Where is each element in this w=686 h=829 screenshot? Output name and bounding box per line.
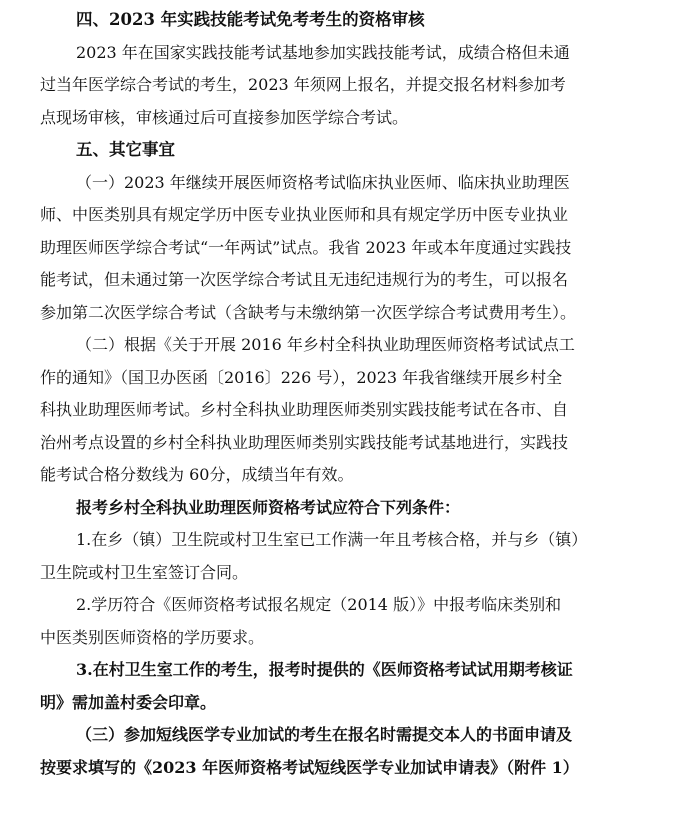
condition-item-1: 1.在乡（镇）卫生院或村卫生室已工作满一年且考核合格，并与乡（镇） (76, 530, 588, 549)
section4-line: 点现场审核，审核通过后可直接参加医学综合考试。 (40, 107, 409, 127)
condition-item-2: 中医类别医师资格的学历要求。 (40, 627, 265, 647)
para1-line: 能考试，但未通过第一次医学综合考试且无违纪违规行为的考生，可以报名 (40, 270, 569, 289)
para1-line: （一）2023 年继续开展医师资格考试临床执业医师、临床执业助理医 (76, 172, 570, 192)
section4-line: 2023 年在国家实践技能考试基地参加实践技能考试，成绩合格但未通 (76, 42, 570, 62)
para3-line: （三）参加短线医学专业加试的考生在报名时需提交本人的书面申请及 (76, 725, 573, 744)
conditions-intro: 报考乡村全科执业助理医师资格考试应符合下列条件： (76, 497, 461, 517)
para2-line: 治州考点设置的乡村全科执业助理医师类别实践技能考试基地进行，实践技 (40, 432, 569, 452)
section4-line: 过当年医学综合考试的考生，2023 年须网上报名，并提交报名材料参加考 (40, 75, 566, 94)
para1-line: 参加第二次医学综合考试（含缺考与未缴纳第一次医学综合考试费用考生）。 (40, 302, 577, 322)
para2-line: 科执业助理医师考试。乡村全科执业助理医师类别实践技能考试在各市、自 (40, 400, 569, 419)
para2-line: （二）根据《关于开展 2016 年乡村全科执业助理医师资格考试试点工 (76, 335, 575, 354)
condition-item-3: 3.在村卫生室工作的考生，报考时提供的《医师资格考试试用期考核证 (76, 660, 573, 679)
para1-line: 师、中医类别具有规定学历中医专业执业医师和具有规定学历中医专业执业 (40, 205, 569, 224)
condition-item-2: 2.学历符合《医师资格考试报名规定（2014 版）》中报考临床类别和 (76, 595, 562, 614)
para2-line: 作的通知》（国卫办医函〔2016〕226 号），2023 年我省继续开展乡村全 (40, 367, 563, 387)
para2-line: 能考试合格分数线为 60分，成绩当年有效。 (40, 465, 354, 484)
condition-item-3: 明》需加盖村委会印章。 (40, 692, 217, 712)
section4-heading: 四、2023 年实践技能考试免考考生的资格审核 (76, 10, 425, 29)
para1-line: 助理医师医学综合考试“一年两试”试点。我省 2023 年或本年度通过实践技 (40, 237, 572, 257)
para3-line: 按要求填写的《2023 年医师资格考试短线医学专业加试申请表》（附件 1） (40, 757, 579, 777)
condition-item-1: 卫生院或村卫生室签订合同。 (40, 562, 249, 582)
section5-heading: 五、其它事宜 (76, 140, 175, 159)
